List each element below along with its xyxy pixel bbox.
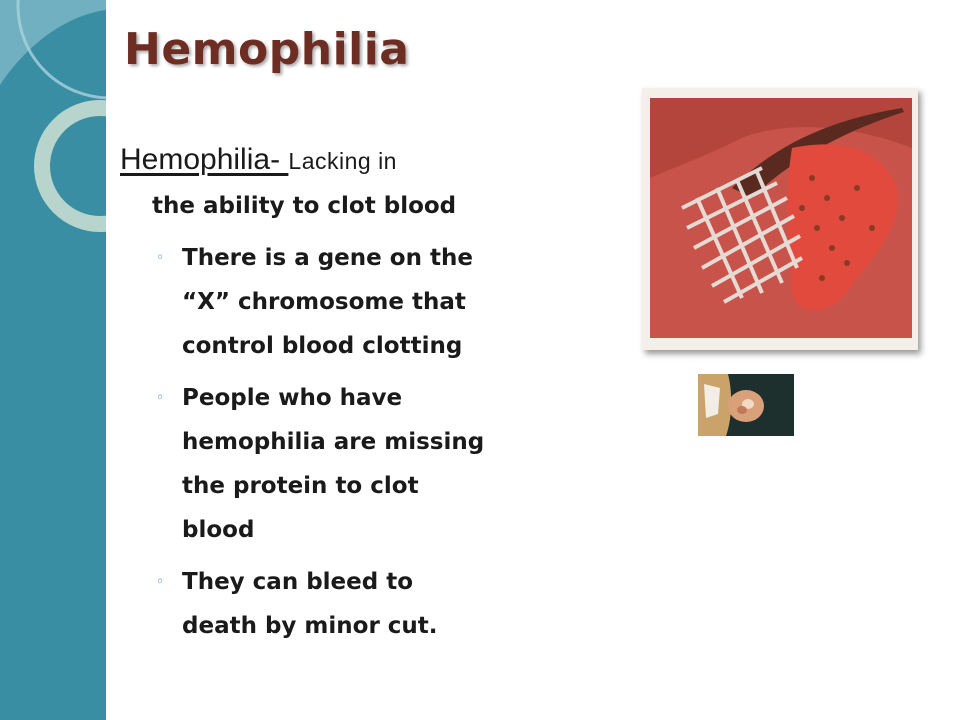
bullet-icon: ◦ [156,250,165,266]
list-item-line: blood [182,517,255,543]
bruised-knee-photo [698,374,794,436]
slide-title: Hemophilia [124,24,410,75]
list-item-line: “X” chromosome that [182,289,466,315]
bullet-list [120,236,570,648]
list-item-line: hemophilia are missing [182,429,485,455]
slide-content [120,138,570,648]
bullet-icon: ◦ [156,574,165,590]
list-item-line: control blood clotting [182,333,463,359]
wound-dressing-illustration [642,88,918,350]
list-item-line: death by minor cut. [182,613,438,639]
definition-term: Hemophilia- [120,143,289,176]
definition-text-2: the ability to clot blood [152,193,457,219]
decorative-circles [0,0,106,240]
list-item-line: the protein to clot [182,473,419,499]
sidebar-decoration [0,0,106,720]
list-item [120,376,570,552]
list-item-line: People who have [182,385,403,411]
list-item-line: There is a gene on the [182,245,473,271]
definition-paragraph [120,138,570,228]
list-item-line: They can bleed to [182,569,414,595]
definition-text-1: Lacking in [288,148,397,174]
list-item [120,560,570,648]
bullet-icon: ◦ [156,390,165,406]
list-item [120,236,570,368]
